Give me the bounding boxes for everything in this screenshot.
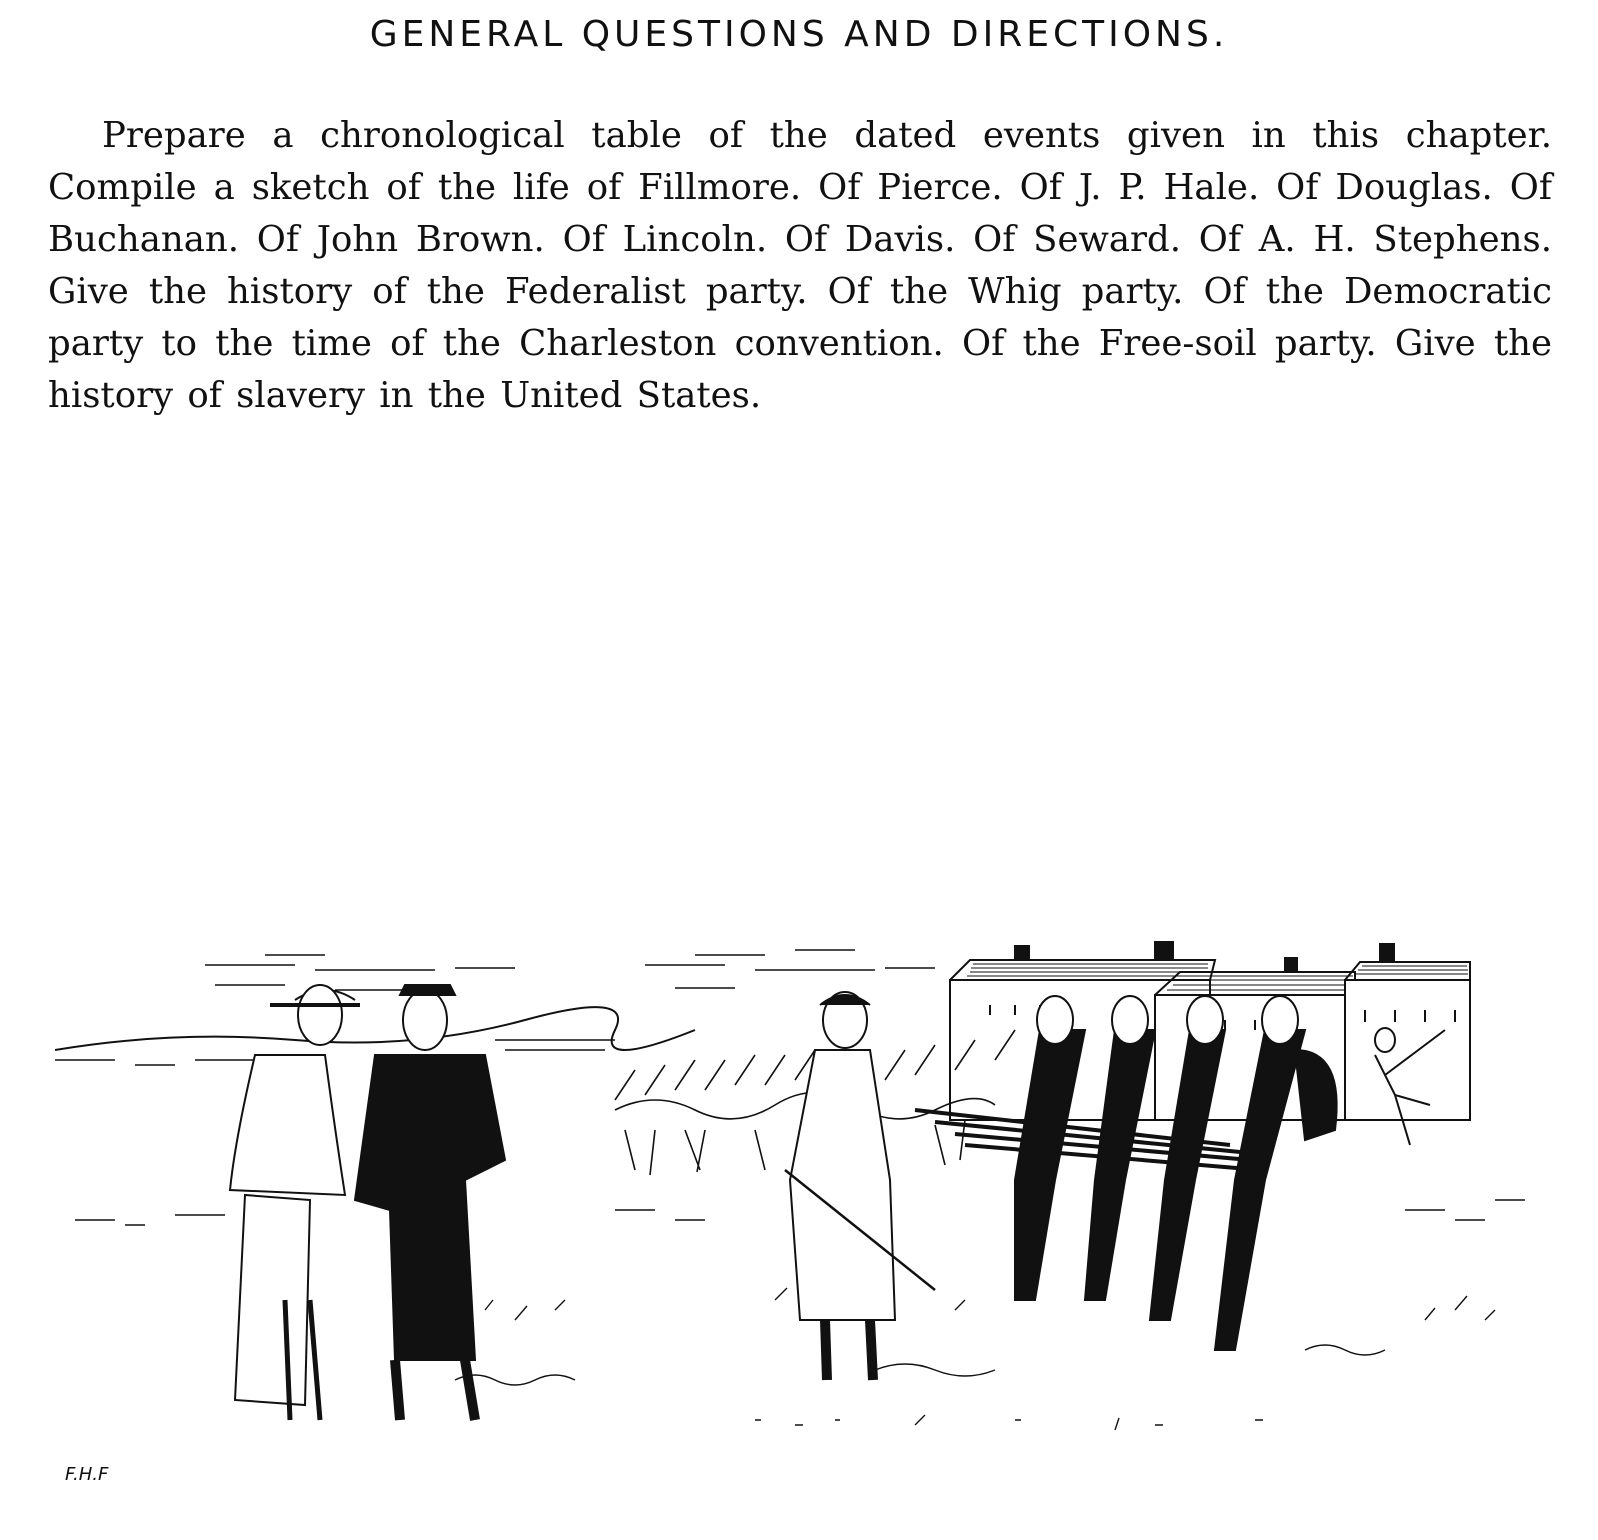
engraving-svg — [55, 880, 1555, 1510]
engraving-illustration — [55, 880, 1555, 1510]
section-heading: GENERAL QUESTIONS AND DIRECTIONS. — [369, 14, 1229, 55]
artist-signature: F.H.F — [65, 1464, 109, 1485]
questions-paragraph: Prepare a chronological table of the dated events given in this chapter. Compile a sketch of the life of Fillmore. Of Pierce. Of J. P. Hale. Of Douglas. Of Buchanan. Of John Brown. Of Lincoln. Of Davis. Of Seward. Of A. H. Stephens. Give the history of the Federalist party. Of the Whig party. Of the Democratic party to the time of the Charleston convention. Of the Free-soil party. Give the history of slavery in the United States. — [48, 115, 1552, 416]
